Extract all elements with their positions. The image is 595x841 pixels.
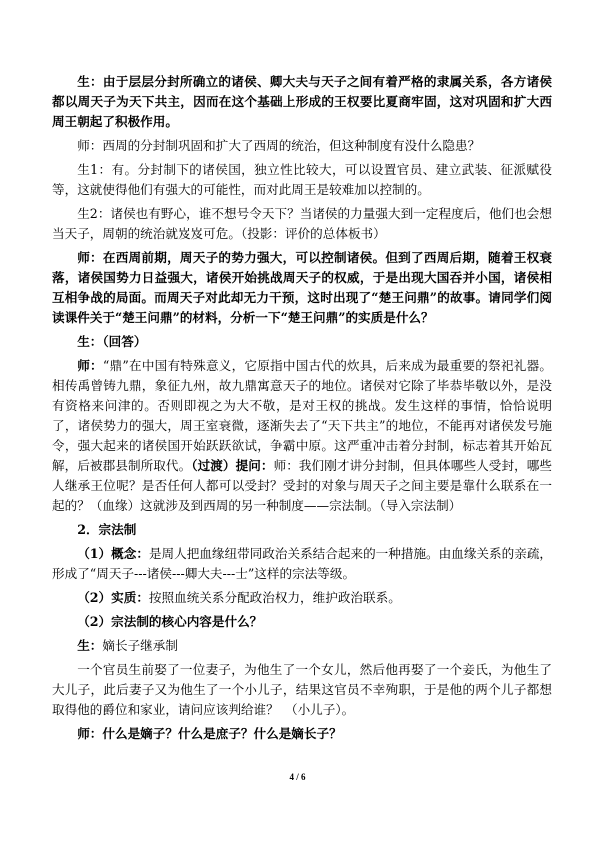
paragraph-student-answer-2: 生：（回答）	[77, 334, 147, 349]
section-heading-zongfa: 2．宗法制	[77, 522, 137, 537]
concept-text: 是周人把血缘纽带同政治关系结合起来的一种措施。由血缘关系的亲疏，形成了“周天子---诸侯---卿大夫---士”这样的宗法等级。	[52, 546, 553, 581]
essence-text: 按照血统关系分配政治权力，维护政治联系。	[148, 590, 401, 605]
paragraph-concept	[52, 544, 552, 584]
paragraph-teacher-final-question: 师：什么是嫡子？什么是庶子？什么是嫡长子？	[77, 726, 342, 741]
paragraph-case-story: 一个官员生前娶了一位妻子，为他生了一个女儿，然后他再娶了一个妾氏，为他生了大儿子，此后妻子又为他生了一个小儿子，结果这官员不幸殉职，于是他的两个儿子都想取得他的爵位和家业，请问应该判给谁？ （小儿子）。	[52, 662, 552, 717]
page-number: 4 / 6	[289, 772, 306, 782]
paragraph-student-2: 生2：诸侯也有野心，谁不想号令天下？当诸侯的力量强大到一定程度后，他们也会想当天子，周朝的统治就岌岌可危。（投影：评价的总体板书）	[52, 206, 552, 241]
paragraph-student-answer: 生：由于层层分封所确立的诸侯、卿大夫与天子之间有着严格的隶属关系，各方诸侯都以周天子为天下共主，因而在这个基础上形成的王权要比夏商牢固，这对巩固和扩大西周王朝起了积极作用。	[52, 74, 552, 129]
document-body	[52, 72, 552, 748]
paragraph-core-question: （2）宗法制的核心内容是什么？	[77, 614, 263, 629]
student-reply-text: 嫡长子继承制	[102, 638, 178, 653]
essence-label: （2）实质：	[77, 590, 149, 605]
speaker-label: 师：	[77, 358, 103, 373]
concept-label: （1）概念：	[77, 546, 149, 561]
paragraph-teacher-ding	[52, 356, 552, 516]
ding-explanation: “鼎”在中国有特殊意义，它原指中国古代的炊具，后来成为最重要的祭祀礼器。相传禹曾铸九鼎，象征九州，故九鼎寓意天子的地位。诸侯对它除了毕恭毕敬以外，是没有资格来问津的。否则即视之为大不敬，是对王权的挑战。发生这样的事情，恰恰说明了，诸侯势力的强大，周王室衰微，逐渐失去了“天下共主”的地位，不能再对诸侯发号施令，强大起来的诸侯国开始跃跃欲试，争霸中原。这严重冲击着分封制，标志着其开始瓦解，后被郡县制所取代。	[52, 358, 552, 473]
paragraph-student-1: 生1：有。分封制下的诸侯国，独立性比较大，可以设置官员、建立武装、征派赋役等，这就使得他们有强大的可能性，而对此周王是较难加以控制的。	[52, 162, 552, 197]
paragraph-teacher-question: 师：西周的分封制巩固和扩大了西周的统治，但这种制度有没什么隐患？	[77, 138, 481, 153]
student-label: 生：	[77, 638, 103, 653]
transition-label: （过渡）提问：	[191, 458, 274, 473]
transition-question: 师：我们刚才讲分封制，但具体哪些人受封，哪些人继承王位呢？是否任何人都可以受封？受封的对象与周天子之间主要是靠什么联系在一起的？（血缘）这就涉及到西周的另一种制度——宗法制。（导入宗法制）	[52, 458, 553, 513]
paragraph-essence	[52, 588, 552, 608]
paragraph-teacher-chu-wang: 师：在西周前期，周天子的势力强大，可以控制诸侯。但到了西周后期，随着王权衰落，诸侯国势力日益强大，诸侯开始挑战周天子的权威，于是出现大国吞并小国，诸侯相互相争战的局面。而周天子对此却无力干预，这时出现了“楚王问鼎”的故事。请同学们阅读课件关于“楚王问鼎”的材料，分析一下“楚王问鼎”的实质是什么？	[52, 250, 552, 325]
paragraph-student-reply	[52, 636, 552, 656]
